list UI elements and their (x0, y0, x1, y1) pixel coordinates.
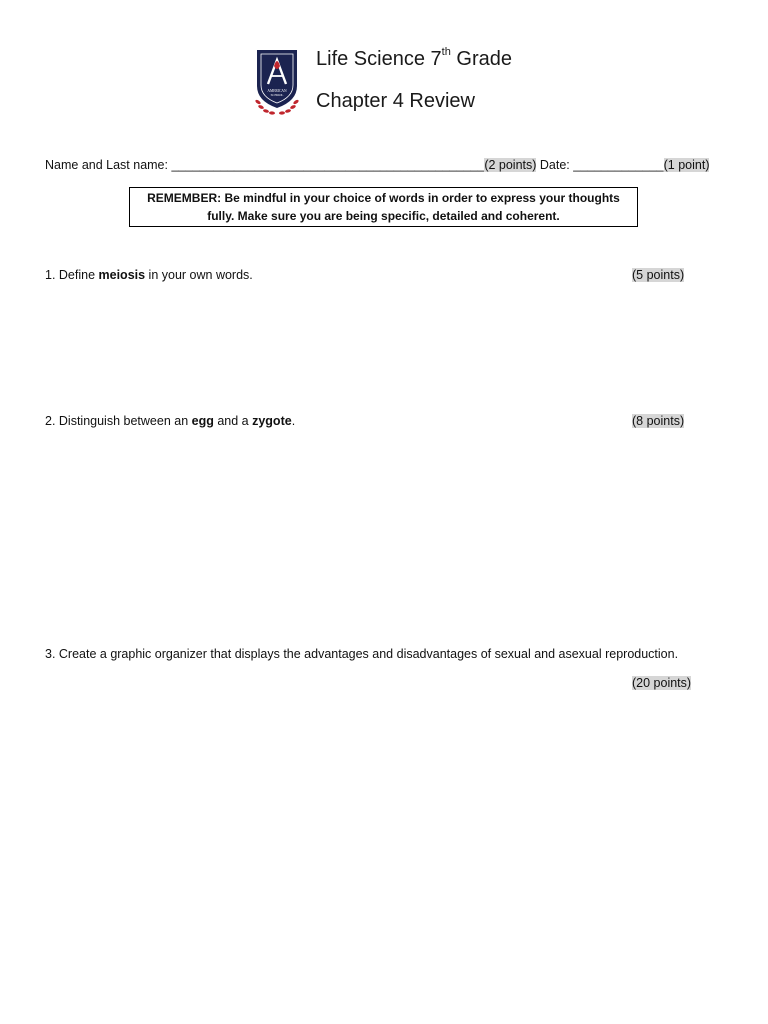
date-points: (1 point) (663, 158, 710, 172)
name-label: Name and Last name: (45, 158, 172, 172)
shield-logo-icon (252, 46, 302, 116)
page-subtitle: Chapter 4 Review (316, 90, 475, 112)
remember-line-2: fully. Make sure you are being specific, detailed and coherent. (207, 209, 560, 223)
question-2-points: (8 points) (632, 414, 685, 428)
svg-text:SCHOOL: SCHOOL (270, 93, 284, 97)
question-1-points: (5 points) (632, 268, 685, 282)
page-title: Life Science 7th Grade (316, 46, 512, 70)
question-3: 3. Create a graphic organizer that displays the advantages and disadvantages of sexual and asexual reproduction. (45, 647, 679, 661)
remember-box (129, 187, 638, 227)
question-2: 2. Distinguish between an egg and a zygote. (45, 414, 296, 428)
svg-text:AMERICAN: AMERICAN (267, 89, 287, 93)
school-logo (252, 46, 302, 116)
name-field[interactable]: _____________________________________________ (171, 158, 485, 172)
question-1: 1. Define meiosis in your own words. (45, 268, 253, 282)
remember-line-1: REMEMBER: Be mindful in your choice of words in order to express your thoughts (147, 191, 620, 205)
date-label: Date: (536, 158, 574, 172)
date-field[interactable]: _____________ (573, 158, 664, 172)
name-date-row (45, 158, 709, 172)
question-3-points: (20 points) (632, 676, 692, 690)
name-points: (2 points) (484, 158, 537, 172)
